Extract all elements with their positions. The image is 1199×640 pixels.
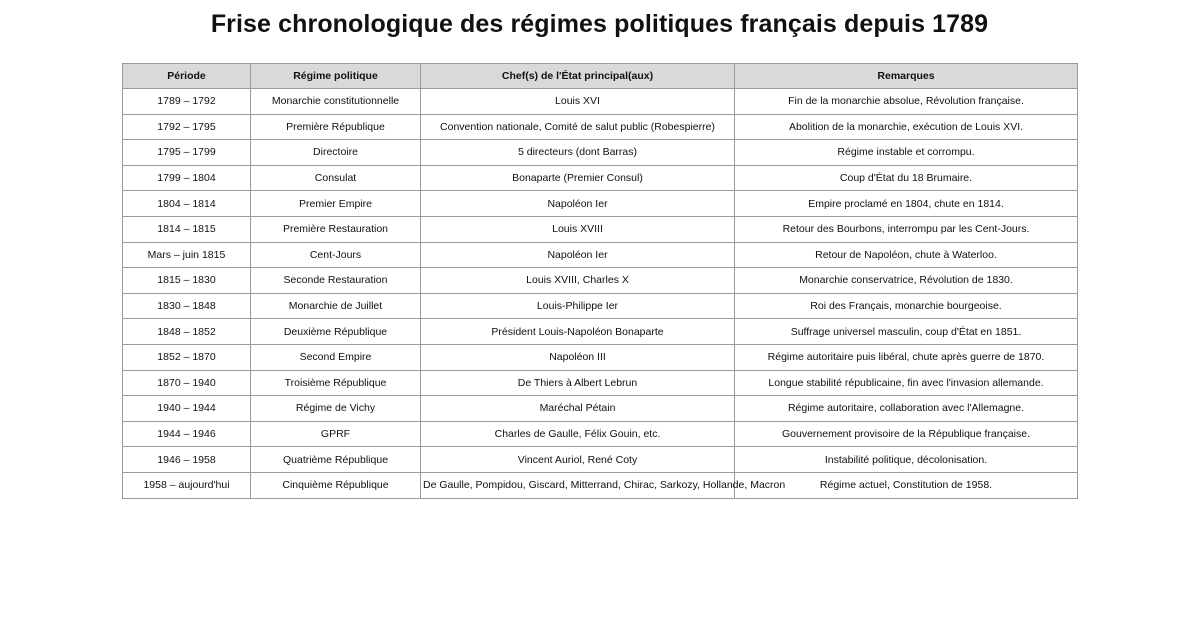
cell-chefs: Napoléon III: [421, 344, 735, 370]
cell-periode: 1814 – 1815: [123, 216, 251, 242]
cell-periode: 1799 – 1804: [123, 165, 251, 191]
cell-remarques: Régime actuel, Constitution de 1958.: [735, 472, 1078, 498]
cell-periode: 1789 – 1792: [123, 89, 251, 115]
chronology-table: [122, 63, 1078, 499]
cell-chefs: Louis-Philippe Ier: [421, 293, 735, 319]
cell-periode: 1792 – 1795: [123, 114, 251, 140]
cell-chefs: Louis XVIII: [421, 216, 735, 242]
cell-chefs: Louis XVIII, Charles X: [421, 268, 735, 294]
cell-remarques: Roi des Français, monarchie bourgeoise.: [735, 293, 1078, 319]
table-row: [123, 268, 1078, 294]
cell-chefs: Louis XVI: [421, 89, 735, 115]
table-row: [123, 472, 1078, 498]
cell-remarques: Régime instable et corrompu.: [735, 140, 1078, 166]
cell-chefs: Bonaparte (Premier Consul): [421, 165, 735, 191]
table-row: [123, 114, 1078, 140]
cell-periode: 1946 – 1958: [123, 447, 251, 473]
cell-periode: 1848 – 1852: [123, 319, 251, 345]
header-periode: Période: [123, 64, 251, 89]
cell-chefs: Napoléon Ier: [421, 242, 735, 268]
cell-periode: 1804 – 1814: [123, 191, 251, 217]
cell-periode: Mars – juin 1815: [123, 242, 251, 268]
table-row: [123, 89, 1078, 115]
cell-chefs: De Thiers à Albert Lebrun: [421, 370, 735, 396]
cell-regime: Troisième République: [251, 370, 421, 396]
cell-remarques: Monarchie conservatrice, Révolution de 1830.: [735, 268, 1078, 294]
cell-periode: 1852 – 1870: [123, 344, 251, 370]
cell-chefs: De Gaulle, Pompidou, Giscard, Mitterrand, Chirac, Sarkozy, Hollande, Macron: [421, 472, 735, 498]
cell-remarques: Abolition de la monarchie, exécution de Louis XVI.: [735, 114, 1078, 140]
cell-remarques: Gouvernement provisoire de la République française.: [735, 421, 1078, 447]
cell-regime: Second Empire: [251, 344, 421, 370]
cell-regime: Consulat: [251, 165, 421, 191]
cell-regime: Directoire: [251, 140, 421, 166]
page-title: Frise chronologique des régimes politiques français depuis 1789: [210, 10, 989, 38]
cell-periode: 1815 – 1830: [123, 268, 251, 294]
table-row: [123, 242, 1078, 268]
table-row: [123, 319, 1078, 345]
header-regime: Régime politique: [251, 64, 421, 89]
cell-chefs: Vincent Auriol, René Coty: [421, 447, 735, 473]
table-row: [123, 447, 1078, 473]
cell-remarques: Retour des Bourbons, interrompu par les Cent-Jours.: [735, 216, 1078, 242]
cell-remarques: Suffrage universel masculin, coup d'État en 1851.: [735, 319, 1078, 345]
cell-chefs: Convention nationale, Comité de salut public (Robespierre): [421, 114, 735, 140]
cell-periode: 1944 – 1946: [123, 421, 251, 447]
table-row: [123, 140, 1078, 166]
cell-regime: Cent-Jours: [251, 242, 421, 268]
cell-regime: Première République: [251, 114, 421, 140]
table-header-row: [123, 64, 1078, 89]
cell-regime: Premier Empire: [251, 191, 421, 217]
header-remarques: Remarques: [735, 64, 1078, 89]
cell-regime: Monarchie de Juillet: [251, 293, 421, 319]
cell-chefs: Charles de Gaulle, Félix Gouin, etc.: [421, 421, 735, 447]
cell-periode: 1870 – 1940: [123, 370, 251, 396]
cell-regime: Seconde Restauration: [251, 268, 421, 294]
cell-chefs: Napoléon Ier: [421, 191, 735, 217]
table-row: [123, 216, 1078, 242]
cell-remarques: Régime autoritaire puis libéral, chute après guerre de 1870.: [735, 344, 1078, 370]
cell-regime: Première Restauration: [251, 216, 421, 242]
cell-remarques: Longue stabilité républicaine, fin avec l'invasion allemande.: [735, 370, 1078, 396]
cell-remarques: Régime autoritaire, collaboration avec l'Allemagne.: [735, 396, 1078, 422]
header-chefs: Chef(s) de l'État principal(aux): [421, 64, 735, 89]
cell-periode: 1940 – 1944: [123, 396, 251, 422]
cell-regime: GPRF: [251, 421, 421, 447]
cell-periode: 1795 – 1799: [123, 140, 251, 166]
cell-chefs: Président Louis-Napoléon Bonaparte: [421, 319, 735, 345]
cell-chefs: Maréchal Pétain: [421, 396, 735, 422]
cell-remarques: Instabilité politique, décolonisation.: [735, 447, 1078, 473]
cell-regime: Monarchie constitutionnelle: [251, 89, 421, 115]
cell-periode: 1830 – 1848: [123, 293, 251, 319]
cell-remarques: Fin de la monarchie absolue, Révolution française.: [735, 89, 1078, 115]
cell-regime: Régime de Vichy: [251, 396, 421, 422]
cell-regime: Deuxième République: [251, 319, 421, 345]
cell-remarques: Retour de Napoléon, chute à Waterloo.: [735, 242, 1078, 268]
cell-regime: Cinquième République: [251, 472, 421, 498]
cell-chefs: 5 directeurs (dont Barras): [421, 140, 735, 166]
cell-remarques: Empire proclamé en 1804, chute en 1814.: [735, 191, 1078, 217]
cell-remarques: Coup d'État du 18 Brumaire.: [735, 165, 1078, 191]
cell-regime: Quatrième République: [251, 447, 421, 473]
table-row: [123, 370, 1078, 396]
table-row: [123, 344, 1078, 370]
table-row: [123, 396, 1078, 422]
table-row: [123, 421, 1078, 447]
table-row: [123, 191, 1078, 217]
table-row: [123, 293, 1078, 319]
cell-periode: 1958 – aujourd'hui: [123, 472, 251, 498]
table-row: [123, 165, 1078, 191]
